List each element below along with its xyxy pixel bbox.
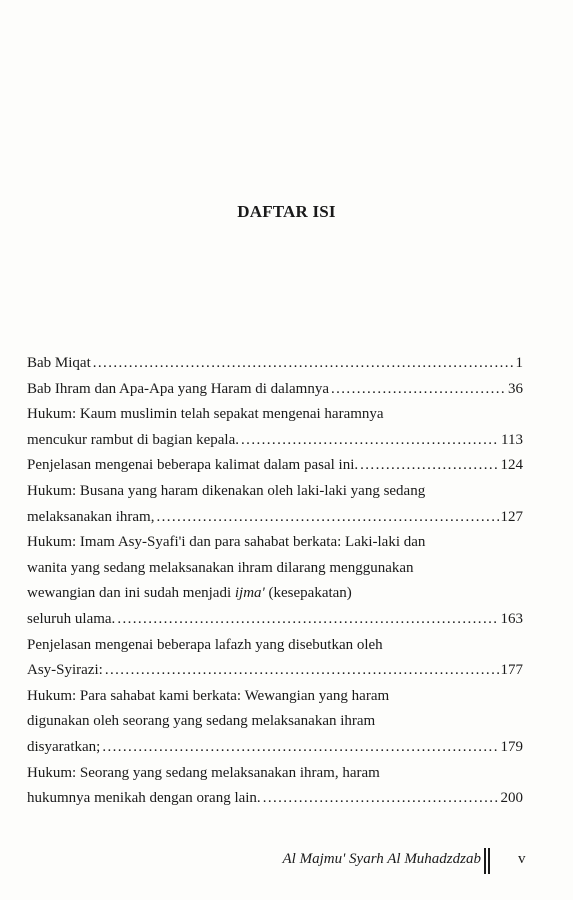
- toc-entry-bab-ihram: [27, 377, 523, 403]
- toc-page-number: 163: [500, 610, 523, 627]
- dot-leader: [105, 658, 499, 684]
- toc-entry-text: seluruh ulama.: [27, 610, 116, 627]
- dot-leader: [117, 607, 498, 633]
- toc-entry-text: hukumnya menikah dengan orang lain.: [27, 790, 261, 807]
- toc-page-number: 179: [500, 738, 523, 755]
- toc-entry-text: disyaratkan;: [27, 738, 101, 755]
- toc-entry-line-last: [27, 428, 523, 454]
- toc-entry-line-last: [27, 658, 523, 684]
- toc-page-number: 113: [501, 431, 523, 448]
- dot-leader: [263, 786, 499, 812]
- toc-page-number: 1: [515, 355, 523, 371]
- toc-entry-line-last: [27, 505, 523, 531]
- toc-page-number: 127: [500, 508, 523, 525]
- dot-leader: [241, 428, 499, 454]
- toc-entry-line-last: [27, 453, 523, 479]
- dot-leader: [360, 453, 498, 479]
- toc-entry-line: Hukum: Imam Asy-Syafi'i dan para sahabat berkata: Laki-laki dan: [27, 534, 426, 551]
- toc-entry-text: Penjelasan mengenai beberapa kalimat dalam pasal ini.: [27, 457, 359, 474]
- dot-leader: [93, 351, 514, 377]
- toc-entry-text: wewangian dan ini sudah menjadi: [27, 585, 232, 602]
- dot-leader: [102, 735, 498, 761]
- toc-entry-line-last: [27, 735, 523, 761]
- dot-leader: [156, 505, 498, 531]
- toc-entry-text: (kesepakatan): [264, 585, 352, 602]
- toc-entry-bab-miqat: [27, 351, 523, 377]
- toc-entry-text: Bab Miqat: [27, 355, 91, 371]
- toc-entry-line: wanita yang sedang melaksanakan ihram dilarang menggunakan: [27, 559, 414, 576]
- toc-entry-text: mencukur rambut di bagian kepala.: [27, 431, 240, 448]
- toc-page-number: 200: [500, 790, 523, 807]
- page-title: DAFTAR ISI: [237, 202, 336, 221]
- toc-entry-line-last: [27, 786, 523, 812]
- toc-entry-text: melaksanakan ihram,: [27, 508, 155, 525]
- toc-entry-text: Bab Ihram dan Apa-Apa yang Haram di dalamnya: [27, 380, 329, 397]
- toc-entry-line: Penjelasan mengenai beberapa lafazh yang disebutkan oleh: [27, 636, 383, 653]
- toc-page-number: 177: [500, 662, 523, 679]
- toc-entry-line: Hukum: Para sahabat kami berkata: Wewangian yang haram: [27, 687, 390, 704]
- footer-page-number: v: [518, 851, 526, 867]
- toc-page-number: 36: [508, 380, 523, 397]
- toc-entry-line: Hukum: Busana yang haram dikenakan oleh laki-laki yang sedang: [27, 482, 426, 499]
- italic-term: ijma': [234, 585, 265, 602]
- toc-entry-line: digunakan oleh seorang yang sedang melaksanakan ihram: [27, 713, 376, 730]
- toc-entry-text: Asy-Syirazi:: [27, 662, 103, 679]
- page-footer: [0, 848, 573, 874]
- toc-entry-line: Hukum: Seorang yang sedang melaksanakan ihram, haram: [27, 764, 380, 781]
- toc-entry-line: [27, 581, 523, 607]
- toc-entry-line-last: [27, 607, 523, 633]
- dot-leader: [331, 377, 506, 403]
- running-footer-title: Al Majmu' Syarh Al Muhadzdzab: [282, 851, 481, 867]
- toc-page-number: 124: [500, 457, 523, 474]
- table-of-contents: [27, 351, 523, 812]
- footer-divider: [484, 848, 486, 874]
- footer-divider: [488, 848, 490, 874]
- toc-entry-line: Hukum: Kaum muslimin telah sepakat mengenai haramnya: [27, 406, 384, 423]
